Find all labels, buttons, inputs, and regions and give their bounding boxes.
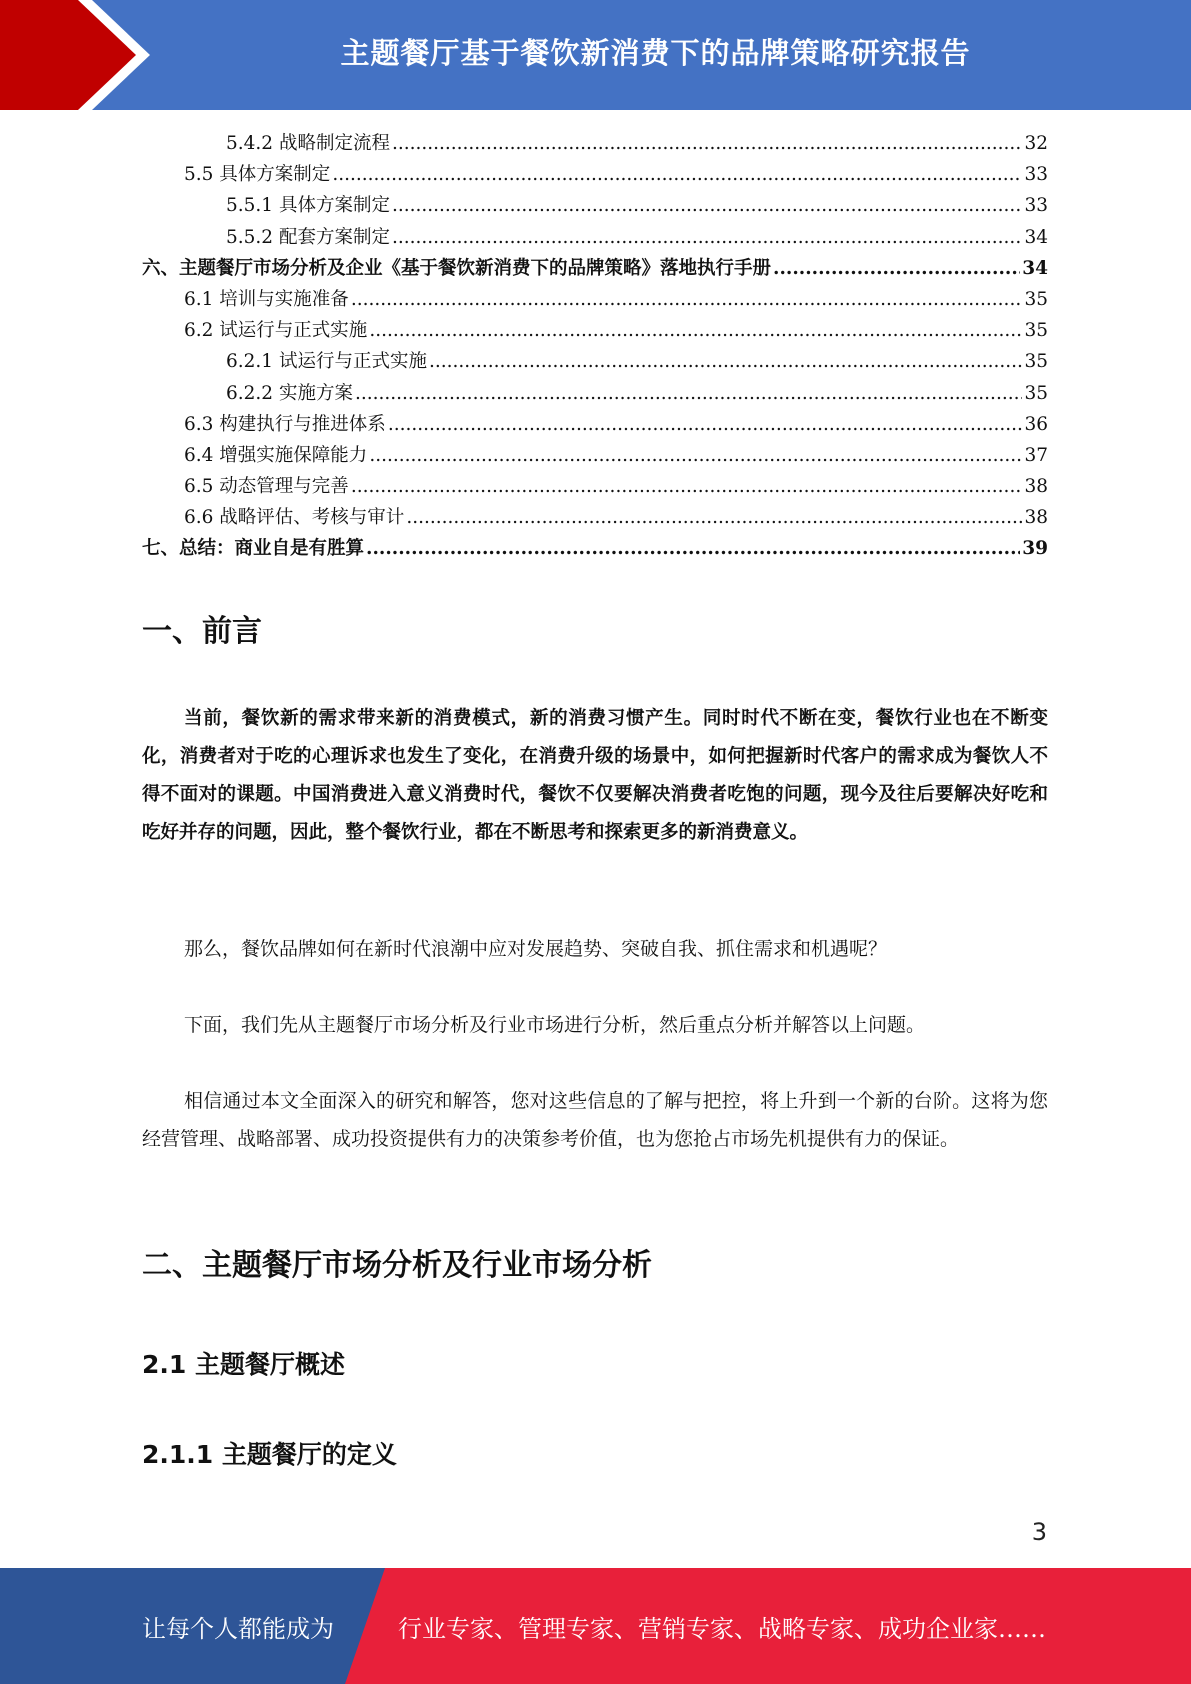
toc-leader-dots — [351, 284, 1023, 315]
toc-entry[interactable] — [142, 346, 1048, 377]
preface-paragraph-2: 那么，餐饮品牌如何在新时代浪潮中应对发展趋势、突破自我、抓住需求和机遇呢？ — [184, 938, 888, 960]
toc-entry-label: 6.2 试运行与正式实施 — [184, 320, 368, 342]
toc-entry-page: 33 — [1024, 195, 1048, 217]
table-of-contents — [142, 128, 1048, 565]
toc-entry-label: 6.5 动态管理与完善 — [184, 476, 349, 498]
toc-entry-page: 39 — [1022, 538, 1048, 560]
footer-slogan-right: 行业专家、管理专家、营销专家、战略专家、成功企业家…… — [398, 1614, 1046, 1643]
toc-entry-page: 34 — [1024, 226, 1048, 248]
toc-entry-page: 35 — [1024, 382, 1048, 404]
toc-entry[interactable] — [142, 253, 1048, 284]
toc-leader-dots — [351, 471, 1023, 502]
toc-entry-label: 6.6 战略评估、考核与审计 — [184, 507, 405, 529]
toc-entry[interactable] — [142, 471, 1048, 502]
toc-entry-page: 38 — [1024, 507, 1048, 529]
preface-paragraph-3: 下面，我们先从主题餐厅市场分析及行业市场进行分析，然后重点分析并解答以上问题。 — [184, 1014, 926, 1036]
toc-leader-dots — [332, 159, 1022, 190]
toc-entry-page: 33 — [1024, 164, 1048, 186]
toc-entry-page: 38 — [1024, 476, 1048, 498]
page-number: 3 — [1031, 1518, 1047, 1546]
toc-entry-label: 6.4 增强实施保障能力 — [184, 444, 368, 466]
preface-paragraph-4: 相信通过本文全面深入的研究和解答，您对这些信息的了解与把控，将上升到一个新的台阶。这将为您经营管理、战略部署、成功投资提供有力的决策参考价值，也为您抢占市场先机提供有力的保证。 — [142, 1090, 1048, 1150]
subsection-heading-overview: 2.1 主题餐厅概述 — [142, 1350, 345, 1379]
toc-entry[interactable] — [142, 533, 1048, 564]
toc-entry-page: 35 — [1024, 351, 1048, 373]
toc-entry-page: 34 — [1022, 257, 1048, 279]
toc-entry-page: 36 — [1024, 413, 1048, 435]
toc-entry-page: 35 — [1024, 320, 1048, 342]
toc-entry-label: 6.3 构建执行与推进体系 — [184, 413, 386, 435]
toc-entry-label: 6.1 培训与实施准备 — [184, 288, 349, 310]
toc-leader-dots — [392, 190, 1022, 221]
toc-leader-dots — [392, 128, 1022, 159]
footer-slogan-left: 让每个人都能成为 — [142, 1614, 334, 1643]
toc-entry-page: 35 — [1024, 288, 1048, 310]
toc-entry-label: 5.5.2 配套方案制定 — [226, 226, 390, 248]
toc-entry-page: 37 — [1024, 444, 1048, 466]
toc-entry[interactable] — [142, 409, 1048, 440]
toc-entry-label: 七、总结：商业自是有胜算 — [142, 538, 365, 560]
toc-entry[interactable] — [142, 159, 1048, 190]
toc-leader-dots — [392, 222, 1022, 253]
toc-entry[interactable] — [142, 378, 1048, 409]
toc-entry-label: 六、主题餐厅市场分析及企业《基于餐饮新消费下的品牌策略》落地执行手册 — [142, 257, 772, 279]
page-header — [0, 0, 1191, 110]
toc-entry-label: 6.2.1 试运行与正式实施 — [226, 351, 427, 373]
toc-leader-dots — [369, 315, 1022, 346]
toc-entry-label: 5.5 具体方案制定 — [184, 164, 331, 186]
toc-entry[interactable] — [142, 128, 1048, 159]
toc-entry[interactable] — [142, 502, 1048, 533]
toc-leader-dots — [369, 440, 1022, 471]
report-title: 主题餐厅基于餐饮新消费下的品牌策略研究报告 — [340, 35, 971, 70]
section-heading-preface: 一、前言 — [142, 614, 262, 649]
toc-entry-label: 5.5.1 具体方案制定 — [226, 195, 390, 217]
toc-entry-label: 5.4.2 战略制定流程 — [226, 133, 390, 154]
toc-entry[interactable] — [142, 222, 1048, 253]
toc-entry[interactable] — [142, 440, 1048, 471]
toc-leader-dots — [388, 409, 1023, 440]
toc-entry[interactable] — [142, 190, 1048, 221]
toc-entry-label: 6.2.2 实施方案 — [226, 382, 353, 404]
toc-entry[interactable] — [142, 315, 1048, 346]
toc-leader-dots — [429, 346, 1022, 377]
toc-entry[interactable] — [142, 284, 1048, 315]
toc-leader-dots — [406, 502, 1022, 533]
toc-leader-dots — [773, 253, 1020, 284]
preface-paragraph-1: 当前，餐饮新的需求带来新的消费模式，新的消费习惯产生。同时时代不断在变，餐饮行业也在不断变化，消费者对于吃的心理诉求也发生了变化，在消费升级的场景中，如何把握新时代客户的需求成为餐饮人不得不面对的课题。中国消费进入意义消费时代，餐饮不仅要解决消费者吃饱的问题，现今及往后要解决好吃和吃好并存的问题，因此，整个餐饮行业，都在不断思考和探索更多的新消费意义。 — [142, 708, 1048, 843]
toc-leader-dots — [355, 378, 1023, 409]
page-footer — [0, 1568, 1191, 1684]
subsection-heading-definition: 2.1.1 主题餐厅的定义 — [142, 1440, 397, 1469]
toc-leader-dots — [366, 533, 1020, 564]
toc-entry-page: 32 — [1024, 133, 1048, 154]
section-heading-market-analysis: 二、主题餐厅市场分析及行业市场分析 — [142, 1248, 652, 1283]
